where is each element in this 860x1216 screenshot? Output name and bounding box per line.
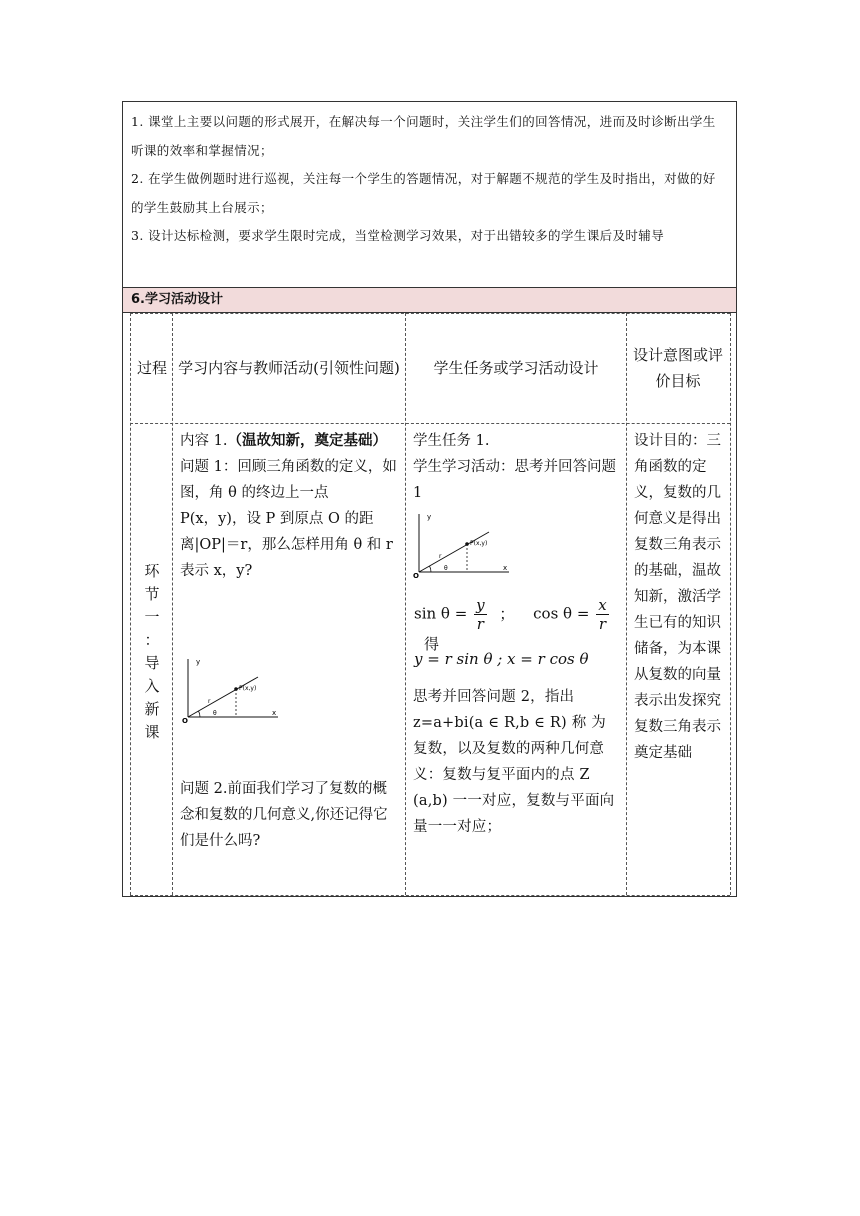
question-2: 问题 2.前面我们学习了复数的概念和复数的几何意义,你还记得它们是什么吗? [180,781,388,849]
grid-line [130,313,730,314]
cos-numerator: x [598,596,607,614]
stage-char: 课 [144,723,160,741]
sin-lhs: sin θ = [414,604,468,623]
header-teacher-label: 学习内容与教师活动(引领性问题) [178,359,400,377]
sin-cos-formula [414,596,622,654]
axis-x-label: x [272,709,277,717]
section-title: 6.学习活动设计 [123,288,736,313]
cos-lhs: cos θ = [533,604,590,623]
header-teacher [178,318,400,418]
axis-y-label: y [196,658,201,666]
note-item: 2. 在学生做例题时进行巡视，关注每一个学生的答题情况，对于解题不规范的学生及时指出，对做的好的学生鼓励其上台展示； [131,171,716,215]
stage-char: 一 [144,608,160,626]
sin-denominator: r [476,615,484,633]
header-student [411,318,621,418]
content-bold: （温故知新，奠定基础） [227,432,387,449]
r-label: r [208,698,211,705]
student-activity: 学生学习活动：思考并回答问题 1 [413,459,616,501]
stage-char: 环 [144,562,160,580]
teaching-notes [123,102,736,288]
sin-fraction [474,596,486,633]
xy-formula: y = r sin θ ; x = r cos θ [414,650,589,668]
theta-label: θ [213,710,217,717]
point-label: P(x,y) [470,540,488,547]
header-intent [632,318,724,418]
grid-line [130,895,730,896]
stage-char: 新 [144,700,160,718]
student-answer-2: 思考并回答问题 2，指出 z=a+bi(a ∈ R,b ∈ R) 称 为 复数，以及复数的两种几何意义：复数与复平面内的点 Z (a,b) 一一对应，复数与平面向量一一对应； [413,689,615,835]
content-heading [180,428,400,454]
point-label: P(x,y) [239,685,257,692]
grid-line [405,313,406,895]
origin-label: O [182,717,188,725]
grid-line [130,313,131,895]
unit-circle-figure-teacher [182,655,282,725]
question-1: 问题 1：回顾三角函数的定义，如图，角 θ 的终边上一点 [180,459,397,501]
stage-char: 节 [144,585,160,603]
axis-y-label: y [427,513,432,521]
sin-numerator: y [476,596,485,614]
content-prefix: 内容 1. [180,433,228,449]
stage-char: 入 [144,677,160,695]
stage-char: ： [144,631,160,649]
stage-char: 导 [144,654,160,672]
design-intent: 设计目的：三角函数的定义，复数的几何意义是得出复数三角表示的基础，温故知新，激活学生已有的知识储备，为本课从复数的向量表示出发探究复数三角表示奠定基础 [634,433,721,761]
theta-label: θ [444,565,448,572]
header-process-label: 过程 [136,359,167,377]
note-item: 3. 设计达标检测，要求学生限时完成，当堂检测学习效果，对于出错较多的学生课后及时辅导 [131,228,665,243]
separator: ； [499,604,515,623]
student-task [413,428,621,506]
cos-denominator: r [598,615,606,633]
teacher-content [180,428,400,584]
cos-fraction [596,596,608,633]
r-label: r [439,553,442,560]
stage-label [136,560,168,744]
origin-label: O [413,572,419,580]
note-item: 1. 课堂上主要以问题的形式展开，在解决每一个问题时，关注学生们的回答情况，进而及时诊断出学生听课的效率和掌握情况； [131,114,716,158]
student-task-title: 学生任务 1. [413,433,490,449]
header-intent-label: 设计意图或评价目标 [632,346,723,390]
header-student-label: 学生任务或学习活动设计 [433,359,599,377]
unit-circle-figure-student [413,510,513,580]
axis-x-label: x [503,564,508,572]
grid-line [626,313,627,895]
de-word: 得 [424,635,440,653]
grid-line [172,313,173,895]
header-process [136,318,168,418]
grid-line [730,313,731,895]
question-1-cont: P(x，y)，设 P 到原点 O 的距离|OP|＝r，那么怎样用角 θ 和 r 表示 x，y? [180,511,393,579]
grid-line [130,423,730,424]
